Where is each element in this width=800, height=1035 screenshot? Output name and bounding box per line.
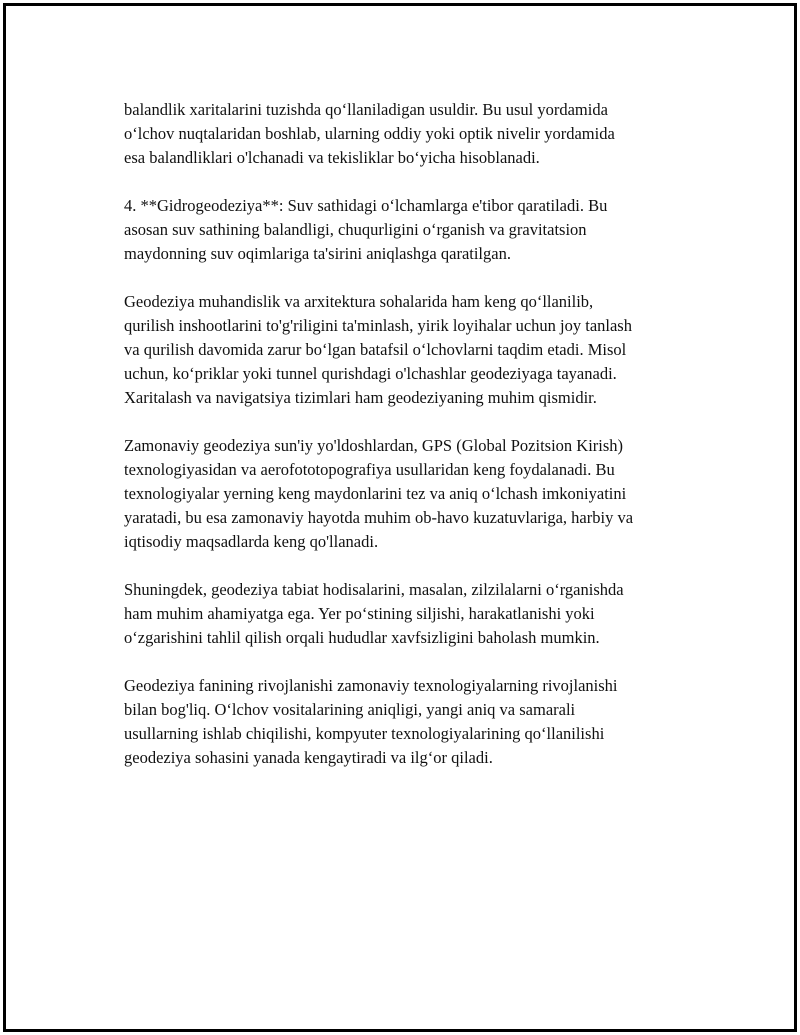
text-line: Geodeziya muhandislik va arxitektura sohalarida ham keng qo‘llanilib, (124, 292, 594, 311)
text-line: geodeziya sohasini yanada kengaytiradi va ilg‘or qiladi. (124, 748, 493, 767)
text-line: Shuningdek, geodeziya tabiat hodisalarini, masalan, zilzilalarni o‘rganishda (124, 580, 624, 599)
text-line: Geodeziya fanining rivojlanishi zamonaviy texnologiyalarning rivojlanishi (124, 676, 618, 695)
paragraph-modern-geodesy (124, 434, 714, 554)
text-line: maydonning suv oqimlariga ta'sirini aniqlashga qaratilgan. (124, 244, 511, 263)
paragraph-hydrogeodesy (124, 194, 714, 266)
text-line: o‘lchov nuqtalaridan boshlab, ularning oddiy yoki optik nivelir yordamida (124, 124, 615, 143)
text-line: Zamonaviy geodeziya sun'iy yo'ldoshlardan, GPS (Global Pozitsion Kirish) (124, 436, 624, 455)
text-line: iqtisodiy maqsadlarda keng qo'llanadi. (124, 532, 379, 551)
paragraph-engineering (124, 290, 714, 410)
text-line: texnologiyasidan va aerofototopografiya usullaridan keng foydalanadi. Bu (124, 460, 615, 479)
text-line: yaratadi, bu esa zamonaviy hayotda muhim ob-havo kuzatuvlariga, harbiy va (124, 508, 634, 527)
paragraph-development (124, 674, 714, 770)
text-line: va qurilish davomida zarur bo‘lgan batafsil o‘lchovlarni taqdim etadi. Misol (124, 340, 627, 359)
text-line: texnologiyalar yerning keng maydonlarini tez va aniq o‘lchash imkoniyatini (124, 484, 627, 503)
text-line: 4. **Gidrogeodeziya**: Suv sathidagi o‘lchamlarga e'tibor qaratiladi. Bu (124, 196, 608, 215)
text-line: balandlik xaritalarini tuzishda qo‘llaniladigan usuldir. Bu usul yordamida (124, 100, 608, 119)
text-line: asosan suv sathining balandligi, chuqurligini o‘rganish va gravitatsion (124, 220, 587, 239)
text-line: qurilish inshootlarini to'g'riligini ta'minlash, yirik loyihalar uchun joy tanlash (124, 316, 632, 335)
paragraph-natural-phenomena (124, 578, 714, 650)
paragraph-leveling-method (124, 98, 714, 170)
text-line: bilan bog'liq. O‘lchov vositalarining aniqligi, yangi aniq va samarali (124, 700, 576, 719)
text-line: usullarning ishlab chiqilishi, kompyuter texnologiyalarining qo‘llanilishi (124, 724, 605, 743)
text-line: Xaritalash va navigatsiya tizimlari ham geodeziyaning muhim qismidir. (124, 388, 597, 407)
text-line: o‘zgarishini tahlil qilish orqali hududlar xavfsizligini baholash mumkin. (124, 628, 600, 647)
page-border (3, 3, 797, 1032)
text-line: uchun, ko‘priklar yoki tunnel qurishdagi o'lchashlar geodeziyaga tayanadi. (124, 364, 617, 383)
text-line: esa balandliklari o'lchanadi va tekisliklar bo‘yicha hisoblanadi. (124, 148, 540, 167)
document-body (124, 98, 714, 794)
text-line: ham muhim ahamiyatga ega. Yer po‘stining siljishi, harakatlanishi yoki (124, 604, 595, 623)
